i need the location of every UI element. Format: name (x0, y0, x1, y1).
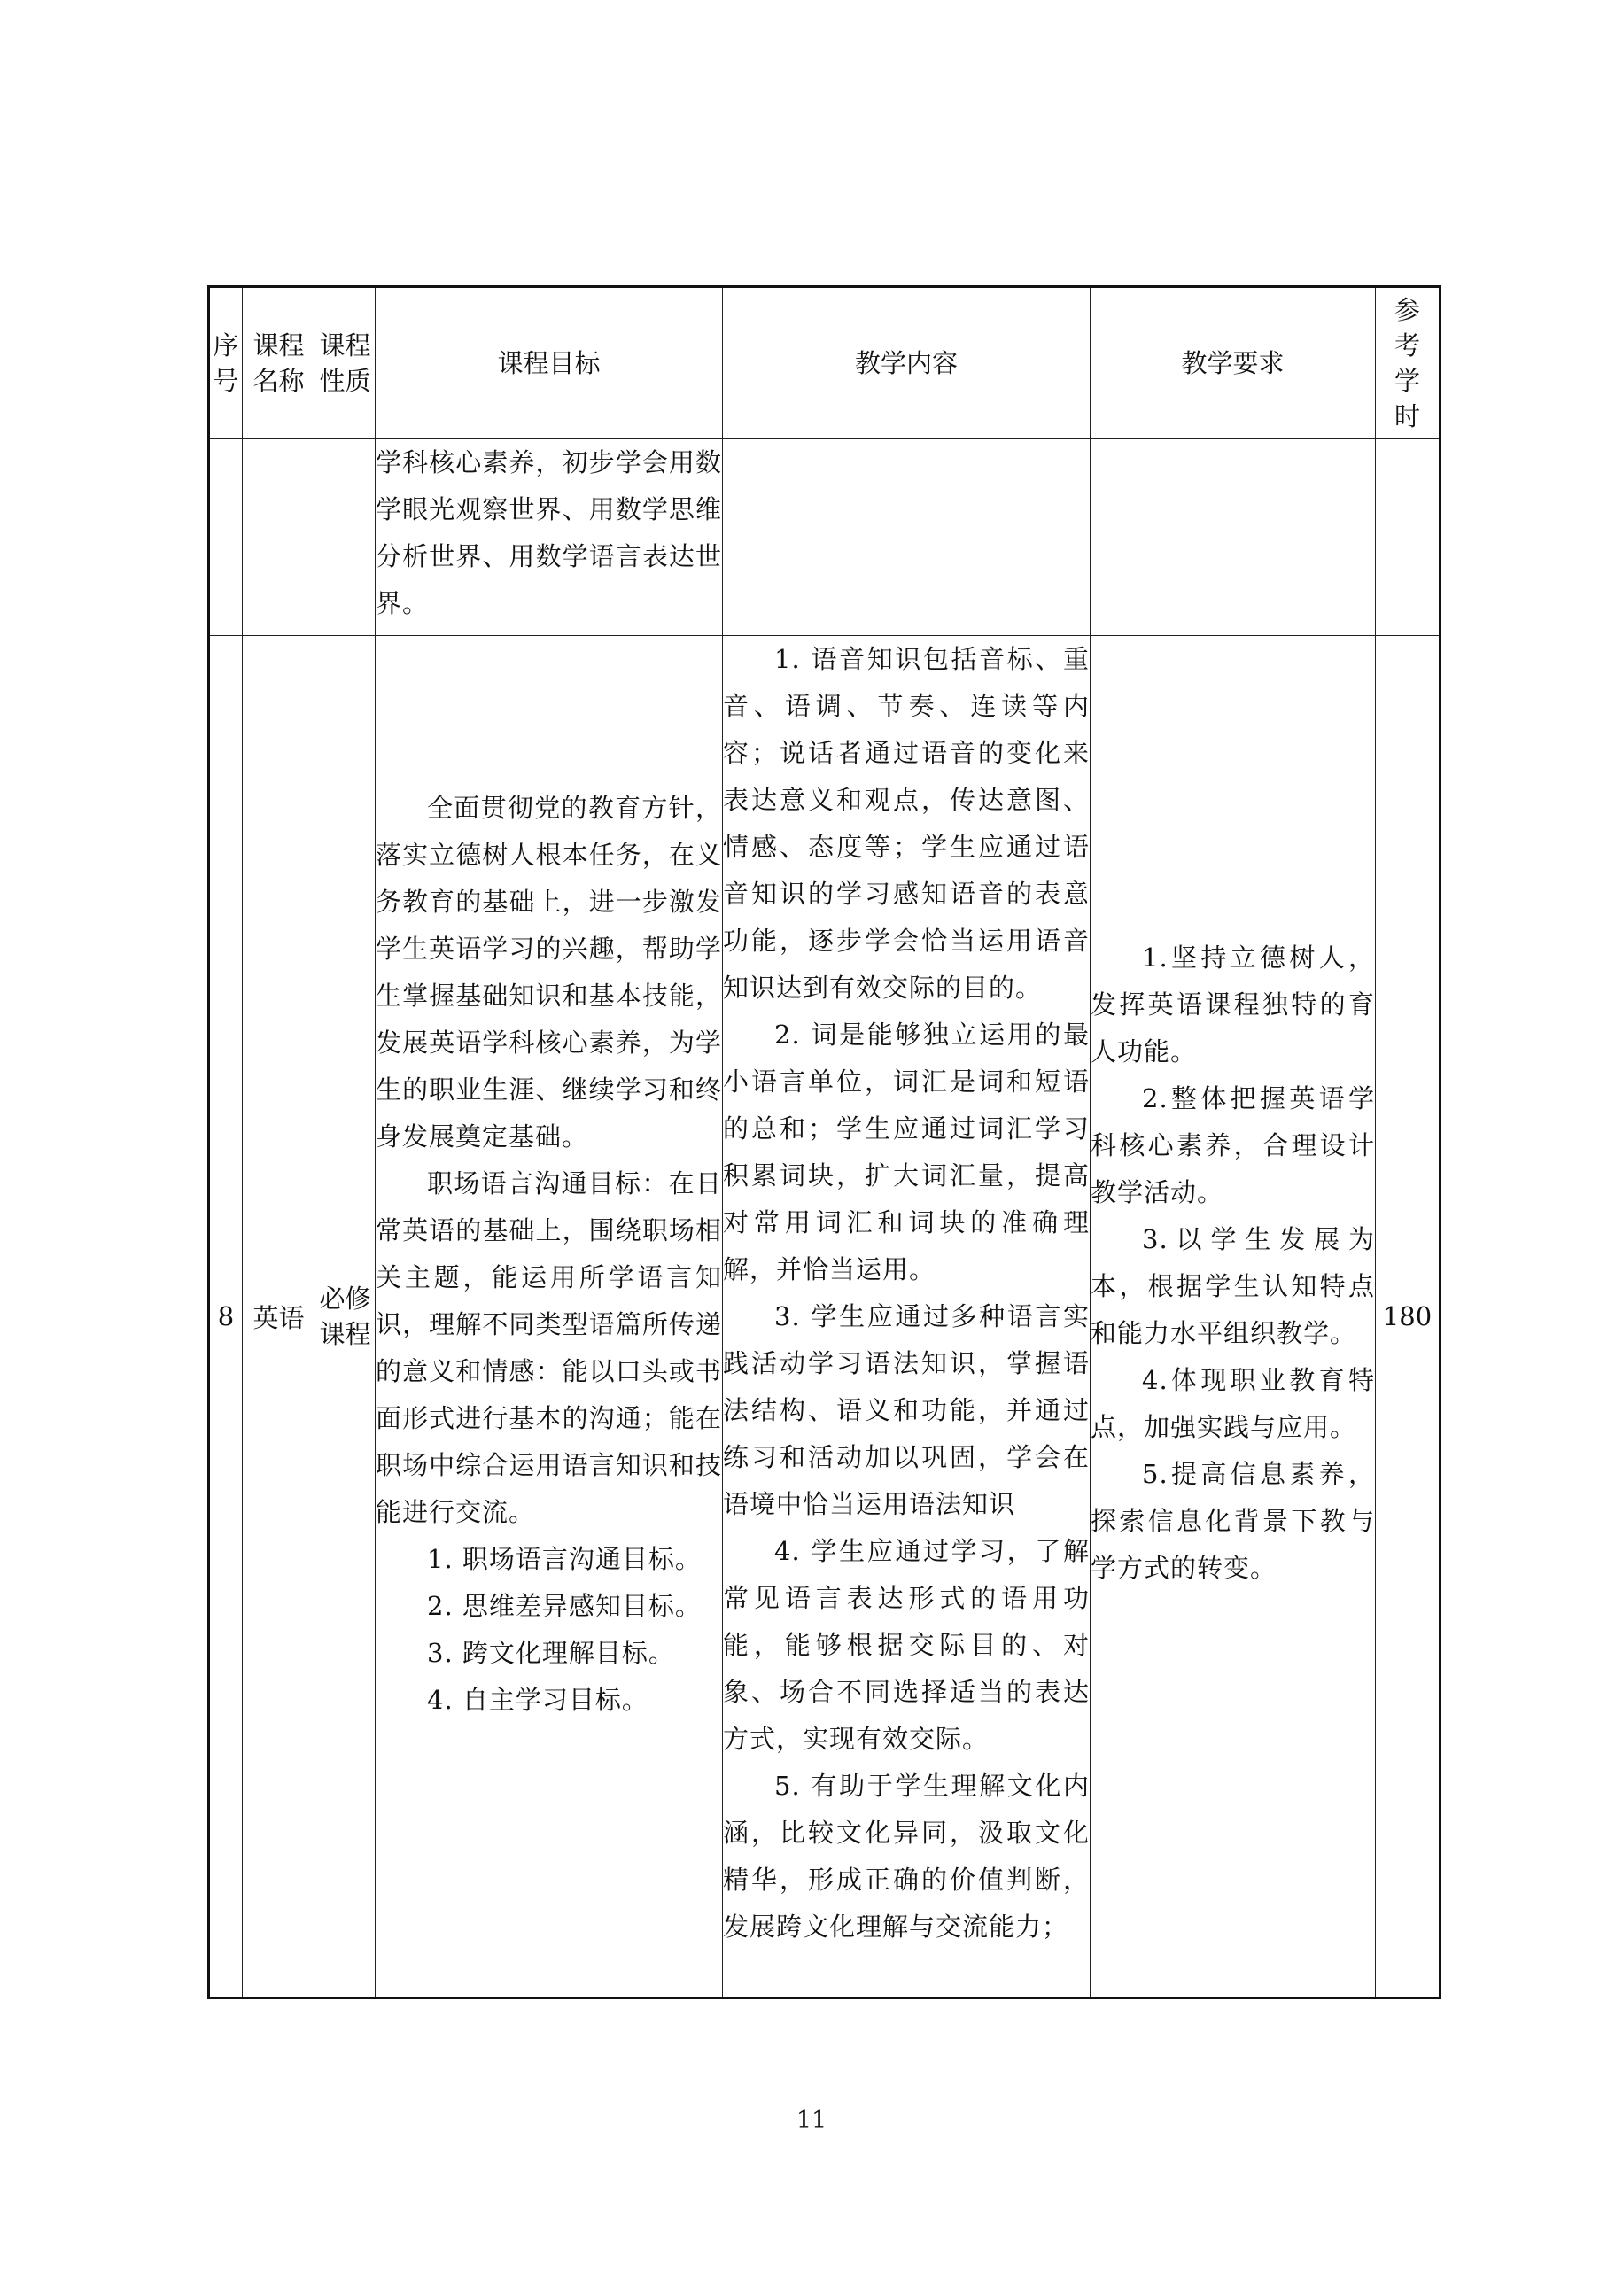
prev-type-cell (315, 439, 376, 636)
row-no-cell: 8 (209, 636, 243, 1998)
prev-no-cell (209, 439, 243, 636)
req-paragraph: 2.整体把握英语学科核心素养，合理设计教学活动。 (1091, 1083, 1375, 1207)
english-row (209, 636, 1441, 1998)
goal-item: 3. 跨文化理解目标。 (427, 1638, 675, 1668)
content-paragraph: 4. 学生应通过学习，了解常见语言表达形式的语用功能，能够根据交际目的、对象、场合不同选择适当的表达方式，实现有效交际。 (723, 1536, 1090, 1754)
goal-item: 4. 自主学习目标。 (427, 1685, 648, 1715)
req-paragraph: 1.坚持立德树人，发挥英语课程独特的育人功能。 (1091, 942, 1375, 1067)
row-name-cell: 英语 (243, 636, 315, 1998)
header-req: 教学要求 (1091, 287, 1376, 439)
req-paragraph: 5.提高信息素养，探索信息化背景下教与学方式的转变。 (1091, 1459, 1375, 1583)
prev-row (209, 439, 1441, 636)
row-goal-cell (376, 636, 723, 1998)
req-paragraph: 3.以学生发展为本，根据学生认知特点和能力水平组织教学。 (1091, 1224, 1375, 1348)
req-paragraph: 4.体现职业教育特点，加强实践与应用。 (1091, 1365, 1375, 1442)
course-table (207, 285, 1441, 1999)
content-paragraph: 5. 有助于学生理解文化内涵，比较文化异同，汲取文化精华，形成正确的价值判断，发展跨文化理解与交流能力； (723, 1771, 1090, 1942)
header-content: 教学内容 (723, 287, 1091, 439)
prev-hours-cell (1376, 439, 1441, 636)
header-type: 课程性质 (315, 287, 376, 439)
header-goal: 课程目标 (376, 287, 723, 439)
prev-name-cell (243, 439, 315, 636)
header-no: 序号 (209, 287, 243, 439)
prev-content-cell (723, 439, 1091, 636)
prev-req-cell (1091, 439, 1376, 636)
goal-paragraph: 职场语言沟通目标：在日常英语的基础上，围绕职场相关主题，能运用所学语言知识，理解不同类型语篇所传递的意义和情感：能以口头或书面形式进行基本的沟通；能在职场中综合运用语言知识和技能进行交流。 (376, 1168, 722, 1527)
content-paragraph: 1. 语音知识包括音标、重音、语调、节奏、连读等内容；说话者通过语音的变化来表达意义和观点，传达意图、情感、态度等；学生应通过语音知识的学习感知语音的表意功能，逐步学会恰当运用语音知识达到有效交际的目的。 (723, 644, 1090, 1003)
header-hours: 参考学时 (1376, 287, 1441, 439)
content-paragraph: 3. 学生应通过多种语言实践活动学习语法知识，掌握语法结构、语义和功能，并通过练习和活动加以巩固，学会在语境中恰当运用语法知识 (723, 1301, 1090, 1519)
prev-goal-cell: 学科核心素养，初步学会用数学眼光观察世界、用数学思维分析世界、用数学语言表达世界。 (376, 439, 723, 636)
row-content-cell (723, 636, 1091, 1998)
row-req-cell (1091, 636, 1376, 1998)
goal-item: 2. 思维差异感知目标。 (427, 1591, 702, 1621)
header-row (209, 287, 1441, 439)
page-number: 11 (796, 2106, 827, 2134)
row-hours-cell: 180 (1376, 636, 1441, 1998)
goal-item: 1. 职场语言沟通目标。 (427, 1544, 702, 1574)
header-name: 课程名称 (243, 287, 315, 439)
row-type-cell: 必修课程 (315, 636, 376, 1998)
goal-paragraph: 全面贯彻党的教育方针，落实立德树人根本任务，在义务教育的基础上，进一步激发学生英语学习的兴趣，帮助学生掌握基础知识和基本技能，发展英语学科核心素养，为学生的职业生涯、继续学习和终身发展奠定基础。 (376, 793, 722, 1152)
content-paragraph: 2. 词是能够独立运用的最小语言单位，词汇是词和短语的总和；学生应通过词汇学习积累词块，扩大词汇量，提高对常用词汇和词块的准确理解，并恰当运用。 (723, 1020, 1090, 1284)
